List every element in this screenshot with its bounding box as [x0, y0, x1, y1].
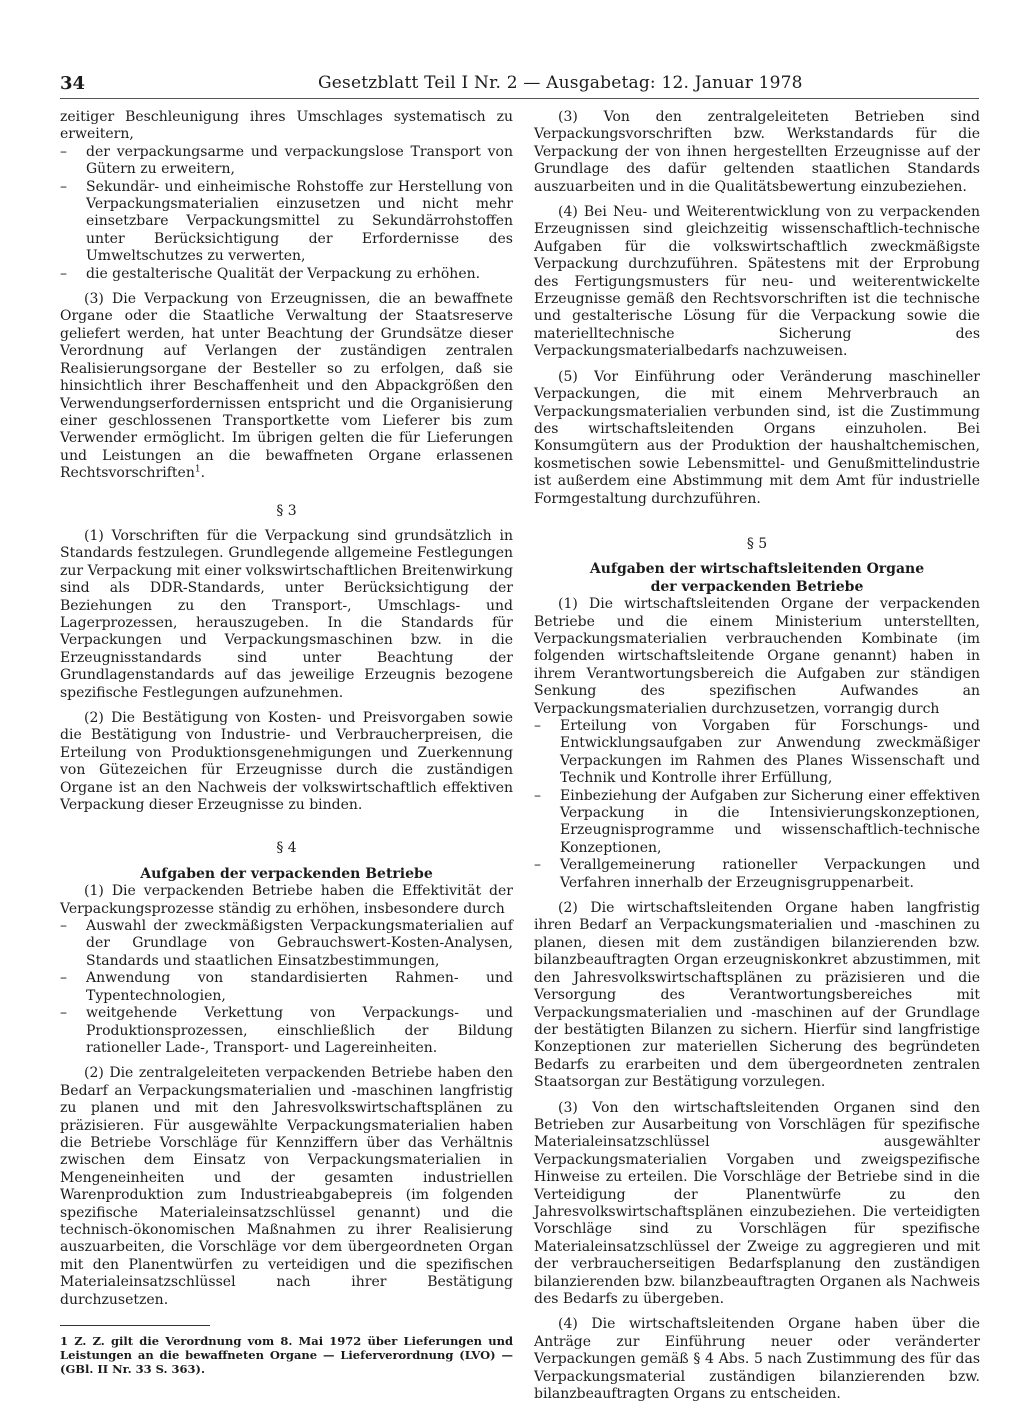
- list-item-text: der verpackungsarme und verpackungslose Transport von Gütern zu erweitern,: [86, 143, 513, 178]
- running-title: Gesetzblatt Teil I Nr. 2 — Ausgabetag: 12. Januar 1978: [318, 73, 803, 93]
- left-column: [60, 109, 513, 1376]
- list-item: [60, 918, 513, 970]
- list-item: [60, 179, 513, 266]
- list-item-text: weitgehende Verkettung von Verpackungs- und Produktionsprozessen, einschließlich der Bildung rationeller Lade-, Transport- und Lagereinheiten.: [86, 1005, 513, 1056]
- page-number: 34: [60, 73, 86, 94]
- section-5-paragraph-4: (4) Die wirtschaftsleitenden Organe haben über die Anträge zur Einführung neuer oder veränderter Verpackungen gemäß § 4 Abs. 5 nach Zustimmung des für das Verpackungsmaterial zuständigen bilanzierenden bzw. bilanzbeauftragten Organs zu entscheiden.: [534, 1316, 980, 1403]
- dash-bullet: –: [60, 178, 67, 195]
- section-5-paragraph-1: (1) Die wirtschaftsleitenden Organe der verpackenden Betriebe und die einem Ministerium unterstellten, Verpackungsmaterialien verbrauchenden Kombinate (im folgenden wirtschaftsleitende Organe genannt) haben in ihrem Verantwortungsbereich die Aufgaben zur ständigen Senkung des spezifischen Aufwandes an Verpackungsmaterialien durchzusetzen, vorrangig durch: [534, 596, 980, 717]
- section-3-heading: § 3: [276, 502, 297, 519]
- list-item-text: Anwendung von standardisierten Rahmen- und Typentechnologien,: [86, 970, 513, 1004]
- section-5-paragraph-2: (2) Die wirtschaftsleitenden Organe haben langfristig ihren Bedarf an Verpackungsmaterialien und -maschinen zu planen, diesen mit dem zuständigen bilanzierenden bzw. bilanzbeauftragten Organ erzeugniskonkret abzustimmen, mit den Jahresvolkswirtschaftsplänen zu präzisieren und die Versorgung des Verantwortungsbereiches mit Verpackungsmaterialien und -maschinen auf der Grundlage der bestätigten Bilanzen zu sichern. Hierfür sind langfristige Konzeptionen zur materiellen Sicherung des begründeten Bedarfs zu erarbeiten und dem übergeordneten zentralen Staatsorgan zur Bestätigung vorzulegen.: [534, 900, 980, 1091]
- section-5-title-line-1: Aufgaben der wirtschaftsleitenden Organe: [589, 561, 925, 578]
- section-4-paragraph-5: (5) Vor Einführung oder Veränderung maschineller Verpackungen, die mit einem Mehrverbrauch an Verpackungsmaterialien verbunden sind, ist die Zustimmung des wirtschaftsleitenden Organs einzuholen. Bei Konsumgütern aus der Produktion der haushaltchemischen, kosmetischen sowie Lebensmittel- und Genußmittelindustrie ist außerdem eine Abstimmung mit dem Amt für industrielle Formgestaltung durchzuführen.: [534, 368, 980, 507]
- dash-bullet: –: [60, 143, 67, 160]
- page-header: [0, 73, 1024, 97]
- list-item: [534, 718, 980, 788]
- dash-bullet: –: [60, 918, 67, 935]
- section-3-paragraph-1: (1) Vorschriften für die Verpackung sind grundsätzlich in Standards festzulegen. Grundlegende allgemeine Festlegungen zur Verpackung mit einer volkswirtschaftlichen Breitenwirkung sind als DDR-Standards, unter Berücksichtigung der Beziehungen zu den Transport-, Umschlags- und Lagerprozessen, herauszugeben. In die Standards für Verpackungen und Verpackungsmaschinen bzw. in die Erzeugnisstandards sind unter Beachtung der Grundlagenstandards auf das jeweilige Erzeugnis bezogene spezifische Festlegungen aufzunehmen.: [60, 527, 513, 701]
- right-column: [534, 109, 980, 1403]
- dash-bullet: –: [60, 970, 67, 987]
- dash-bullet: –: [60, 1005, 67, 1022]
- list-item-text: Sekundär- und einheimische Rohstoffe zur Herstellung von Verpackungsmaterialien einzusetzen und nicht mehr einsetzbare Verpackungsmittel zu Sekundärrohstoffen unter Berücksichtigung der Erfordernisse des Umweltschutzes zu verwerten,: [86, 178, 513, 265]
- list-item: [60, 266, 513, 283]
- section-5-paragraph-3: (3) Von den wirtschaftsleitenden Organen sind den Betrieben zur Ausarbeitung von Vorschlägen für spezifische Materialeinsatzschlüssel ausgewählter Verpackungsmaterialien Vorgaben und zweigspezifische Hinweise zu erteilen. Die Vorschläge der Betriebe sind in die Verteidigung der Planentwürfe zu den Jahresvolkswirtschaftsplänen einzubeziehen. Die verteidigten Vorschläge sind zu Vorschlägen für spezifische Materialeinsatzschlüssel der Zweige zu aggregieren und mit der verbraucherseitigen Bedarfsplanung den zuständigen bilanzierenden bzw. bilanzbeauftragten Organen als Nachweis des Bedarfs zu übergeben.: [534, 1099, 980, 1307]
- list-item: [60, 1005, 513, 1057]
- section-4-title: Aufgaben der verpackenden Betriebe: [140, 865, 433, 882]
- paragraph-3-end: .: [200, 465, 206, 482]
- list-item: [534, 857, 980, 892]
- list-item: [60, 144, 513, 179]
- list-item: [60, 970, 513, 1005]
- list-item-text: die gestalterische Qualität der Verpackung zu erhöhen.: [86, 265, 481, 282]
- header-rule: [60, 98, 979, 99]
- section-5-title-line-2: der verpackenden Betriebe: [650, 578, 864, 595]
- section-4-paragraph-2: (2) Die zentralgeleiteten verpackenden Betriebe haben den Bedarf an Verpackungsmaterialien und -maschinen langfristig zu planen und mit den Jahresvolkswirtschaftsplänen zu präzisieren. Für ausgewählte Verpackungsmaterialien haben die Betriebe Vorschläge für Kennziffern über das Verhältnis zwischen dem Einsatz von Verpackungsmaterialien in Mengeneinheiten und der gesamten industriellen Warenproduktion zum Industrieabgabepreis (im folgenden spezifische Materialeinsatzschlüssel genannt) und die technisch-ökonomischen Maßnahmen zu ihrer Realisierung auszuarbeiten, die Vorschläge vor dem übergeordneten Organ mit den Planentwürfen zu verteidigen und die spezifischen Materialeinsatzschlüssel nach ihrer Bestätigung durchzusetzen.: [60, 1065, 513, 1308]
- section-4-paragraph-3: (3) Von den zentralgeleiteten Betrieben sind Verpackungsvorschriften bzw. Werkstandards für die Verpackung der von ihnen hergestellten Erzeugnisse auf der Grundlage des dafür geltenden staatlichen Standards auszuarbeiten und in die Qualitätsbewertung einzubeziehen.: [534, 109, 980, 195]
- list-item-text: Erteilung von Vorgaben für Forschungs- und Entwicklungsaufgaben zur Anwendung zweckmäßiger Verpackungen im Rahmen des Planes Wissenschaft und Technik und Kontrolle ihrer Erfüllung,: [560, 718, 980, 787]
- dash-bullet: –: [534, 718, 541, 734]
- list-item-text: Einbeziehung der Aufgaben zur Sicherung einer effektiven Verpackung in die Intensivierungskonzeptionen, Erzeugnisprogramme und wissenschaftlich-technische Konzeptionen,: [560, 787, 980, 856]
- dash-bullet: –: [534, 857, 541, 874]
- footnote-marker: 1: [194, 464, 201, 475]
- list-item: [534, 788, 980, 858]
- paragraph-3: [60, 291, 513, 482]
- dash-bullet: –: [534, 787, 541, 804]
- dash-bullet: –: [60, 265, 67, 282]
- paragraph-3-text: (3) Die Verpackung von Erzeugnissen, die an bewaffnete Organe oder die Staatliche Verwaltung der Staatsreserve geliefert werden, hat unter Beachtung der Grundsätze dieser Verordnung auf Verlangen der zuständigen zentralen Realisierungsorgane der Besteller so zu erfolgen, daß sie hinsichtlich ihrer Beschaffenheit und den Abpackgrößen den Verwendungserfordernissen entspricht und die Organisierung einer geschlossenen Transportkette vom Lieferer bis zum Verwender ermöglicht. Im übrigen gelten die für Lieferungen und Leistungen an die bewaffneten Organe erlassenen Rechtsvorschriften: [60, 291, 513, 482]
- footnote: 1 Z. Z. gilt die Verordnung vom 8. Mai 1972 über Lieferungen und Leistungen an die bewaffneten Organe — Lieferverordnung (LVO) — (GBl. II Nr. 33 S. 363).: [60, 1334, 513, 1376]
- section-4-heading: § 4: [276, 840, 297, 857]
- section-4-paragraph-4: (4) Bei Neu- und Weiterentwicklung von zu verpackenden Erzeugnissen sind gleichzeitig wissenschaftlich-technische Aufgaben für die volkswirtschaftlich zweckmäßigste Verpackung durchzuführen. Spätestens mit der Erprobung des Fertigungsmusters für neu- und weiterentwickelte Erzeugnisse gemäß den Rechtsvorschriften ist die technische und gestalterische Lösung für die Verpackung sowie die materielltechnische Sicherung des Verpackungsmaterialbedarfs nachzuweisen.: [534, 204, 980, 360]
- section-3-paragraph-2: (2) Die Bestätigung von Kosten- und Preisvorgaben sowie die Bestätigung von Industrie- und Verbraucherpreisen, die Erteilung von Produktionsgenehmigungen und Zuerkennung von Gütezeichen für Erzeugnisse durch die zuständigen Organe ist an den Nachweis der volkswirtschaftlich effektiven Verpackung dieser Erzeugnisse zu binden.: [60, 710, 513, 814]
- list-item-text: Auswahl der zweckmäßigsten Verpackungsmaterialien auf der Grundlage von Gebrauchswert-Kosten-Analysen, Standards und staatlichen Einsatzbestimmungen,: [86, 918, 513, 969]
- section-5-heading: § 5: [746, 535, 768, 552]
- section-4-paragraph-1: (1) Die verpackenden Betriebe haben die Effektivität der Verpackungsprozesse ständig zu erhöhen, insbesondere durch: [60, 883, 513, 917]
- footnote-rule: [60, 1325, 210, 1326]
- list-item-text: Verallgemeinerung rationeller Verpackungen und Verfahren innerhalb der Erzeugnisgruppenarbeit.: [560, 857, 980, 891]
- continuation-line: zeitiger Beschleunigung ihres Umschlages systematisch zu erweitern,: [60, 109, 513, 143]
